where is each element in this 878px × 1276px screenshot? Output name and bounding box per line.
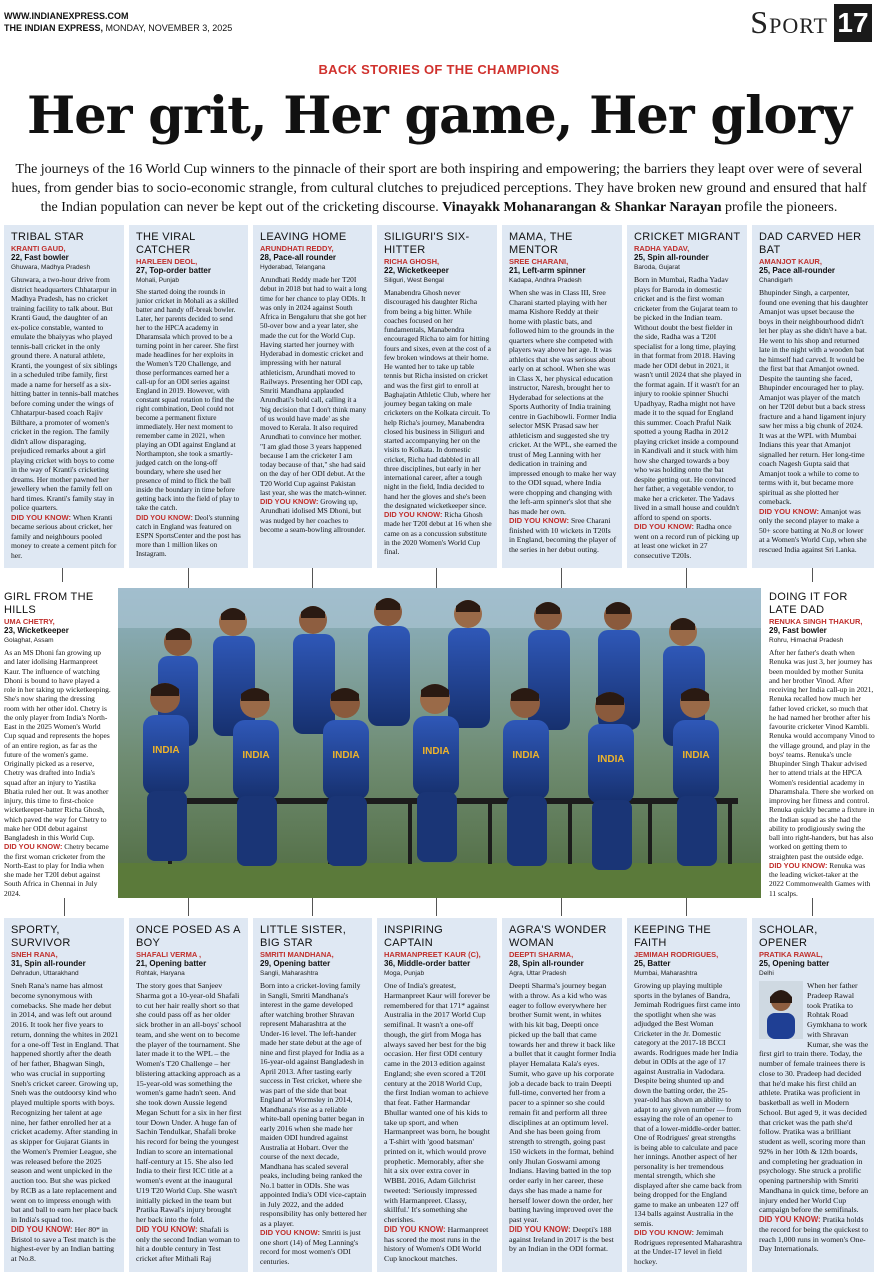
team-photo-illustration (118, 588, 761, 898)
did-you-know-label: DID YOU KNOW: (769, 860, 828, 870)
player-hometown: Siliguri, West Bengal (384, 277, 444, 284)
player-name: RICHA GHOSH, (384, 257, 440, 266)
profile-radha-yadav (627, 225, 747, 568)
player-role: 25, Spin all-rounder (634, 253, 709, 262)
player-role: 29, Opening batter (260, 959, 331, 968)
player-hometown: Mohali, Punjab (136, 277, 179, 284)
did-you-know-text: Chetry became the first woman cricketer from the North-East to play for India when she made her T20I debut against South Africa in Chennai in July 2024. (4, 842, 109, 898)
profile-uma-chetry (0, 585, 116, 915)
team-photo (118, 588, 761, 898)
date-text: MONDAY, NOVEMBER 3, 2025 (103, 23, 233, 33)
jersey-label: INDIA (597, 754, 625, 765)
profile-harmanpreet-kaur (377, 918, 497, 1272)
profile-jemimah-rodrigues (627, 918, 747, 1272)
profile-title: SILIGURI'S SIX-HITTER (384, 231, 470, 256)
player-hometown: Rohtak, Haryana (136, 970, 185, 977)
did-you-know-text: Smriti is just one short (14) of Meg Lanning's record for most women's ODI centuries. (260, 1228, 361, 1266)
portrait-icon (759, 981, 803, 1039)
profile-title: KEEPING THE FAITH (634, 924, 712, 949)
did-you-know-text: Her 80* in Bristol to save a Test match is the highest-ever by an Indian batting at No.8. (11, 1224, 116, 1263)
player-name: SMRITI MANDHANA, (260, 950, 334, 959)
profile-body: The story goes that Sanjeev Sharma got a 10-year-old Shafali to cut her hair really short so that she could pass off as her older sick brother in an all-boys' school team, and she went on to become the player of the tournament. She later made it to the WPL – the Women's T20 Challenge – her blistering attacking approach as a 15-year-old was something the women's game hadn't seen. And she took down Aussie legend Megan Schutt for a six in her first tour Down Under. A huge fan of Sachin Tendulkar, Shafali broke his record for being the youngest Indian to score an international half-century at 15. She also led India to their first ICC title at a women's event at the inaugural U19 T20 World Cup. She wasn't initially picked in the team but Pratika Rawal's injury brought her back into the fold. (136, 981, 242, 1224)
connector-line (561, 898, 562, 916)
player-name: PRATIKA RAWAL, (759, 950, 823, 959)
did-you-know-text: Shafali is only the second Indian woman to hit a double century in Test cricket after Mithali Raj (136, 1224, 240, 1263)
player-name: DEEPTI SHARMA, (509, 950, 574, 959)
profile-harleen-deol (129, 225, 248, 568)
connector-line (64, 898, 65, 916)
connector-line (436, 898, 437, 916)
did-you-know-label: DID YOU KNOW: (634, 522, 695, 531)
profile-title: CRICKET MIGRANT (634, 231, 741, 243)
profile-body: Manabendra Ghosh never discouraged his daughter Richa from being a big hitter. While coaches focused on her fundamentals, Manabendra encouraged Richa to aim for hitting fours and sixes, even at the cost of a few broken windows at their home. He wanted her to take up table tennis but Richa insisted on cricket and was the first girl to enroll at Baghajatin Athletic Club, where her journey began taking on male cricketers on the Kolkata circuit. To help Richa's journey, Manabendra closed his business in Siliguri and started accompanying her on the visits to Kolkata. In domestic cricket, Richa had dabbled in all three disciplines, but early in her international career, after a tough night in the field, India decided to hand her the gloves and she's been the designated wicketkeeper since. (384, 288, 491, 510)
profile-renuka-singh-thakur (764, 585, 878, 915)
did-you-know-label: DID YOU KNOW: (634, 1228, 695, 1237)
did-you-know-label: DID YOU KNOW: (136, 513, 193, 522)
connector-line (436, 568, 437, 588)
player-name: JEMIMAH RODRIGUES, (634, 950, 719, 959)
connector-line (686, 898, 687, 916)
connector-line (812, 568, 813, 582)
player-role: 23, Wicketkeeper (4, 626, 69, 635)
connector-line (312, 568, 313, 588)
player-role: 25, Pace all-rounder (759, 266, 836, 275)
kicker: BACK STORIES OF THE CHAMPIONS (318, 62, 560, 77)
did-you-know-text: Jemimah Rodrigues represented Maharashtra at the Under-17 level in field hockey. (634, 1228, 742, 1266)
jersey-label: INDIA (242, 750, 270, 761)
connector-line (62, 568, 63, 582)
connector-line (812, 898, 813, 916)
did-you-know-label: DID YOU KNOW: (136, 1224, 198, 1234)
player-role: 22, Wicketkeeper (384, 266, 449, 275)
player-role: 22, Fast bowler (11, 253, 69, 262)
pratika-rawal-portrait (759, 981, 803, 1039)
did-you-know-label: DID YOU KNOW: (509, 516, 570, 525)
profile-body: After her father's death when Renuka was just 3, her journey has been moulded by mother Sunita and her brother Vinod. After receiving her India call-up in 2021, Renuka recalled how much her father loved cricket, so much that he had named her brother after his favourite cricketer Vinod Kambli. Renuka would accompany Vinod to the village ground, and play in the boys' teams. Renuka's uncle Bhupinder Singh Thakur advised her to attend trials at the HPCA Women's residential academy in Dharamshala. There she worked on improving her fitness and control. Renuka quickly became a fixture in the Indian squad as she had the ability to prodigiously swing the ball into right-handers, but has also worked on getting them to straighten past the outside edge. (769, 648, 875, 861)
did-you-know-text: Deol's stunning catch in England was featured on ESPN SportsCenter and the post has more than 1 million likes on Instagram. (136, 514, 241, 558)
profile-body: Growing up playing multiple sports in the bylanes of Bandra, Jemimah Rodrigues first came into the spotlight when she was adjudged the Best Woman Cricketer in the Jr. Domestic category at the 2017-18 BCCI awards. Rodrigues made her India debut in ODIs at the age of 17 against Australia in Vadodara. Despite being shunted up and down the batting order, the 25-year-old has shown an ability to adapt to any given number — from essaying the role of an opener to that of a lower-middle-order batter. One of Rodrigues' great strengths is being able to calculate and pace her innings. Another aspect of her personality is her tremendous mental strength, which she displayed after she came back from being dropped for the England game to make an unbeaten 127 off 134 balls against Australia in the semis. (634, 981, 742, 1228)
player-hometown: Baroda, Gujarat (634, 264, 680, 271)
did-you-know-label: DID YOU KNOW: (384, 510, 443, 519)
profile-arundhati-reddy (253, 225, 372, 568)
did-you-know-text: Richa Ghosh made her T20I debut at 16 when she came on as a concussion substitute in the 2020 Women's World Cup final. (384, 510, 492, 556)
profile-deepti-sharma (502, 918, 622, 1272)
profile-body: Sneh Rana's name has almost become synonymous with comebacks. She made her debut in 2014, and was left out around 2016. It took her five years to return, donning the whites in 2021 for a one-off Test in England. That happened shortly after the death of her father, Bhagwan Singh, who was crucial in supporting Sneh's cricket career. Growing up, Sneh was the outdoorsy kind who played multiple sports with boys. Recognizing her talent at age nine, her father enrolled her at a cricket academy. After standing in as skipper for Gujarat Giants in the Women's Premier League, she was released before the 2025 season and went unpicked in the auction too. But she was picked by RCB as a late replacement and went on to impress enough with bat and ball to earn her place back in India's squad too. (11, 981, 119, 1224)
player-role: 28, Pace-all rounder (260, 253, 337, 262)
connector-line (312, 898, 313, 916)
profile-title: LEAVING HOME (260, 231, 347, 243)
player-hometown: Hyderabad, Telangana (260, 264, 326, 271)
profile-body: As an MS Dhoni fan growing up and later idolising Harmanpreet Kaur. The influence of watching Dhoni is bound to have played a role in her taking up wicketkeeping. She's now sharing the dressing room with her other idol. Chetry is the only player from India's North-East in the 2025 Women's World Cup squad and represents the hopes of an entire region, as far as the future of the women's game. Originally picked as a reserve, Chetry was drafted into India's squad after an injury to Yastika Bhatia ruled her out. It was another injury, this time to first-choice wicketkeeper-batter Richa Ghosh, which paved the way for Chetry to make her ODI debut against Bangladesh in this World Cup. (4, 648, 111, 842)
headline: Her grit, Her game, Her glory (27, 86, 851, 146)
did-you-know-text: Amanjot was only the second player to make a 50+ score batting at No.8 or lower at a Women's World Cup, when she rescued India against Sri Lanka. (759, 506, 867, 554)
did-you-know-label: DID YOU KNOW: (260, 497, 319, 506)
player-role: 31, Spin all-rounder (11, 959, 86, 968)
profile-richa-ghosh (377, 225, 497, 568)
page-number: 17 (834, 4, 872, 42)
player-hometown: Mumbai, Maharashtra (634, 970, 698, 977)
profile-title: GIRL FROM THE HILLS (4, 591, 94, 616)
profile-body: Arundhati Reddy made her T20I debut in 2018 but had to wait a long time for her chance to play ODIs. It was only in 2024 against South Africa in Bengaluru that she got her 50-over bow and a year later, she made the cut for the World Cup. Having started her journey with Hyderabad in domestic cricket and impressing with her natural athleticism, Arundhati moved to Railways. Presenting her ODI cap, Smriti Mandhana applauded Arundhati's bold call, calling it a 'big decision that I don't think many of us would have made' as she moved to Kerala. It also required Arundhati to convince her mother. "I am glad those 3 years happened because I am the cricketer I am today because of that," she had said on the day of her ODI debut. At the T20 World Cup against Pakistan last year, she was the match-winner. (260, 275, 367, 497)
player-name: SREE CHARANI, (509, 257, 569, 266)
player-hometown: Agra, Uttar Pradesh (509, 970, 567, 977)
profile-body: One of India's greatest, Harmanpreet Kaur will forever be remembered for that 171* against Australia in the 2017 World Cup semifinal. It wasn't a one-off though, the girl from Moga has always saved her best for the big occasion. Her first ODI century came in the 2013 edition against England; she even scored a T20I century at the 2018 World Cup, the first Indian woman to achieve that feat. Father Harmandar Bhullar wanted one of his kids to take up sport, and when Harmanpreet was born, he bought a T-shirt with 'good batsman' printed on it, which would prove prophetic. Memorably, after she hit a six over extra cover in WBBL 2016, Adam Gilchrist tweeted: 'Seriously impressed with Harmanpreet. Classy, skillful.' It's something she cherishes. (384, 981, 491, 1224)
connector-line (686, 568, 687, 588)
did-you-know-label: DID YOU KNOW: (11, 512, 72, 522)
player-name: RENUKA SINGH THAKUR, (769, 617, 863, 626)
did-you-know-label: DID YOU KNOW: (759, 1215, 821, 1224)
profile-title: ONCE POSED AS A BOY (136, 924, 241, 949)
profile-title: LITTLE SISTER, BIG STAR (260, 924, 347, 949)
profile-sneh-rana (4, 918, 124, 1272)
player-name: SHAFALI VERMA , (136, 950, 202, 959)
profile-title: DOING IT FOR LATE DAD (769, 591, 848, 616)
paper-name: THE INDIAN EXPRESS, (4, 23, 104, 33)
player-role: 21, Left-arm spinner (509, 266, 586, 275)
jersey-label: INDIA (512, 750, 540, 761)
profile-body: Born in Mumbai, Radha Yadav plays for Baroda in domestic cricket and is the first woman cricketer from the Gujarat team to be picked in the Indian team. Without doubt the best fielder in the side, Radha was a T20I specialist for a long time, playing in that format from 2018. Having made her ODI debut in 2021, it wasn't until 2024 that she played in the format again. If it wasn't for an injury to rookie spinner Shuchi Upadhyay, Radha might not have made it to the squad for England this summer. Coach Praful Naik spotted a young Radha in 2012 playing cricket inside a compound in Kandivali and it stuck with him how she charged towards a boy who was holding onto the bat despite getting out. He convinced her father, a vegetable vendor, to make her a cricketer. The Yadavs lived in a small house and couldn't afford to spend on sports. (634, 275, 742, 522)
did-you-know-text: When Kranti became serious about cricket, her family and neighbours pooled money to create a cement pitch for her. (11, 512, 117, 560)
profile-title: SPORTY, SURVIVOR (11, 924, 71, 949)
profile-body: When her father Pradeep Rawal took Pratika to Rohtak Road Gymkhana to work with Shravan Kumar, she was the first girl to train there. Today, the number of female trainees there is close to 30. Pradeep had decided that he'd make his first child an athlete. Pratika was proficient in basketball as well in Modern School. But aged 9, it was decided that cricket was the path she'd follow. Pratika was a brilliant student as well, scoring more than 92% in her 10th & 12th boards, and completing her graduation in psychology. She struck a prolific opening partnership with Smriti Mandhana in quick time, before an injury ended her World Cup campaign before the semifinals. (759, 981, 869, 1215)
player-hometown: Sangli, Maharashtra (260, 970, 319, 977)
profile-title: SCHOLAR, OPENER (759, 924, 818, 949)
edition-date (4, 22, 232, 34)
section-title: Sport (750, 4, 828, 40)
did-you-know-text: Pratika holds the record for being the quickest to reach 1,000 runs in women's One-Day Internationals. (759, 1215, 869, 1254)
profile-body: When she was in Class III, Sree Charani started playing with her mama Kishore Reddy at their home with plastic bats, and followed him to the grounds in the quarters where she competed with players way above her age. It was athletics that she was serious about early on at school. When she was in Class X, her physical education instructor, Naresh, brought her to Hyderabad for selections at the Sports Authority of India training centre in Gachibowli. Former India selector MSK Prasad saw her athleticism and suggested she try cricket. At the WPL, she earned the trust of Meg Lanning with her dedication in training and impressed enough to make her way to the ODI squad, where India were chopping and changing with the left-arm spinner's slot that she has made her own. (509, 288, 617, 516)
masthead (4, 10, 232, 34)
player-hometown: Ghuwara, Madhya Pradesh (11, 264, 91, 271)
standfirst-text: The journeys of the 16 World Cup winners to the pinnacle of their sport are both inspiring and empowering; the barriers they leapt over were of several hues, from gender bias to socio-economic strangle, from cultural clutches to prejudiced perceptions. They have broken new ground and ensured that half the Indian population can never be kept out of the cricketing discourse. (11, 162, 867, 215)
player-name: RADHA YADAV, (634, 244, 690, 253)
player-hometown: Kadapa, Andhra Pradesh (509, 277, 582, 284)
jersey-label: INDIA (332, 750, 360, 761)
profile-amanjot-kaur (752, 225, 874, 568)
did-you-know-text: Renuka was the leading wicket-taker at the 2022 Commonwealth Games with 11 scalps. (769, 860, 871, 898)
did-you-know-label: DID YOU KNOW: (260, 1228, 321, 1237)
player-role: 27, Top-order batter (136, 266, 211, 275)
profile-body: Ghuwara, a two-hour drive from district headquarters Chhatarpur in Madhya Pradesh, has no cricket training facility to talk about. But Kranti Gaud, the daughter of an ex-police constable, wanted to emulate the bhaiyyas who played tennis-ball cricket in the only ground there. A natural athlete, Kranti, the youngest of six siblings in a scheduled tribe family, first made a name for herself as a six-hitting batter in tennis-ball matches before coming under the wings of Chhatarpur-based coach Rajiv Bilthare, a promoter of women's cricket in the region. The family didn't allow disparaging, prejudiced remarks about a girl playing cricket with boys to come in the way of Kranti's cricketing dreams. Her mother pawned her jewellery when the family fell on hard times. Kranti's family stay in police quarters. (11, 275, 119, 512)
profile-title: DAD CARVED HER BAT (759, 231, 862, 256)
connector-line (188, 568, 189, 588)
profile-title: AGRA'S WONDER WOMAN (509, 924, 607, 949)
did-you-know-label: DID YOU KNOW: (11, 1224, 73, 1234)
standfirst (6, 160, 872, 217)
profile-shafali-verma (129, 918, 248, 1272)
profile-body: Deepti Sharma's journey began with a throw. As a kid who was eager to follow everywhere her brother Sumit went, in whites with his kit bag, Deepti once picked up the ball that came towards her and threw it back like a bullet that it caught former India player Hemalata Kala's eyes. Sumit, who gave up his corporate job a decade back to train Deepti full-time, converted her from a pacer to a spinner so she could remain fit and perform all three disciplines at an optimum level. And she has been going from strength to strength, going past 150 wickets in the format, behind only Jhulan Goswami among Indians. Having batted in the top order early in her career, these days she has made a name for herself lower down the order, her batting having improved over the past year. (509, 981, 616, 1224)
jersey-label: INDIA (422, 746, 450, 757)
profile-title: THE VIRAL CATCHER (136, 231, 196, 256)
player-hometown: Rohru, Himachal Pradesh (769, 637, 844, 644)
player-role: 28, Spin all-rounder (509, 959, 584, 968)
jersey-label: INDIA (152, 745, 180, 756)
player-role: 25, Opening batter (759, 959, 830, 968)
jersey-label: INDIA (682, 750, 710, 761)
player-hometown: Moga, Punjab (384, 970, 425, 977)
player-role: 25, Batter (634, 959, 671, 968)
player-role: 21, Opening batter (136, 959, 207, 968)
profile-title: MAMA, THE MENTOR (509, 231, 573, 256)
profile-smriti-mandhana (253, 918, 372, 1272)
did-you-know-label: DID YOU KNOW: (509, 1224, 571, 1234)
byline: Vinayakk Mohanarangan & Shankar Narayan (442, 200, 722, 215)
player-name: KRANTI GAUD, (11, 244, 66, 253)
player-role: 36, Middle-order batter (384, 959, 471, 968)
player-hometown: Delhi (759, 970, 774, 977)
player-hometown: Golaghat, Assam (4, 637, 54, 644)
profile-pratika-rawal (752, 918, 874, 1272)
did-you-know-text: Harmanpreet has scored the most runs in the history of Women's ODI World Cup knockout matches. (384, 1224, 489, 1263)
did-you-know-text: Deepti's 188 against Ireland in 2017 is the best by an Indian in the ODI format. (509, 1224, 614, 1254)
player-name: HARLEEN DEOL, (136, 257, 198, 266)
profile-sree-charani (502, 225, 622, 568)
profile-body: Bhupinder Singh, a carpenter, found one evening that his daughter Amanjot was upset because the boys in their neighbourhood didn't let her play as she didn't have a bat. He went to his shop and returned late in the night with a wooden bat he himself had carved. It would be the first bat that Amanjot owned. Despite the taunting she faced, Bhupinder encouraged her to play. Amanjot was player of the match on her T20I debut but a back stress fracture and a hand ligament injury saw her miss a big chunk of 2024. It was at the WPL with Mumbai Indians this year that Amanjot signalled her return. Her long-time coach Nagesh Gupta said that Amanjot took a while to come to terms with it, but became more spiritual as she plotted her comeback. (759, 288, 869, 506)
profile-title: INSPIRING CAPTAIN (384, 924, 443, 949)
did-you-know-text: Radha once went on a record run of picking up at least one wicket in 27 consecutive T20Is. (634, 522, 740, 560)
player-name: SNEH RANA, (11, 950, 58, 959)
profile-title: TRIBAL STAR (11, 231, 84, 243)
profile-body: Born into a cricket-loving family in Sangli, Smriti Mandhana's interest in the game developed after watching brother Shravan represent Maharashtra at the Under-16 level. The left-hander made her state debut at the age of nine and first played for India as a 16-year-old against Bangladesh in April 2013. After tasting early success in Test cricket, where she was part of the side that beat England at Wormsley in 2014, Mandhana's rise as a reliable white-ball opening batter began in early 2016 when she made her maiden ODI hundred against Australia at Hobart. Over the course of the next decade, Mandhana has scaled several peaks, including being ranked the No.1 batter in ODIs. She was appointed India's ODI vice-captain in July 2022, and the added responsibility has only bettered her as a player. (260, 981, 367, 1228)
player-role: 29, Fast bowler (769, 626, 827, 635)
player-name: AMANJOT KAUR, (759, 257, 822, 266)
did-you-know-text: Growing up, Arundhati idolised MS Dhoni, but was nudged by her coaches to become a seam-bowling allrounder. (260, 497, 366, 534)
player-hometown: Dehradun, Uttarakhand (11, 970, 79, 977)
did-you-know-label: DID YOU KNOW: (759, 506, 820, 516)
connector-line (561, 568, 562, 588)
did-you-know-label: DID YOU KNOW: (4, 842, 63, 852)
connector-line (188, 898, 189, 916)
did-you-know-label: DID YOU KNOW: (384, 1224, 446, 1234)
did-you-know-text: Sree Charani finished with 10 wickets in T20Is in England, becoming the player of the series in her debut outing. (509, 516, 617, 554)
player-name: HARMANPREET KAUR (C), (384, 950, 481, 959)
player-name: UMA CHETRY, (4, 617, 55, 626)
site-url[interactable]: WWW.INDIANEXPRESS.COM (4, 11, 129, 21)
player-name: ARUNDHATI REDDY, (260, 244, 334, 253)
standfirst-tail: profile the pioneers. (721, 200, 838, 215)
player-hometown: Chandigarh (759, 277, 793, 284)
profile-body: She started doing the rounds in junior cricket in Mohali as a skilled batter and handy off-break bowler. Later, her parents decided to send her to the HPCA academy in Dharamsala which proved to be a turning point in her career. She first made headlines for her exploits in the Women's T20 Challenge, and those performances earned her a call-up for an ODI series against England in 2019. However, with constant squad rotation to find the right combination, Deol could not become a permanent fixture immediately. Her next moment to remember came in 2021, when playing an ODI against England at Northampton, she took a smartly-judged catch on the long-off boundary, where she used her presence of mind to flick the ball inside the boundary in time before getting back into the field of play to take the catch. (136, 288, 240, 512)
profile-kranti-gaud (4, 225, 124, 568)
